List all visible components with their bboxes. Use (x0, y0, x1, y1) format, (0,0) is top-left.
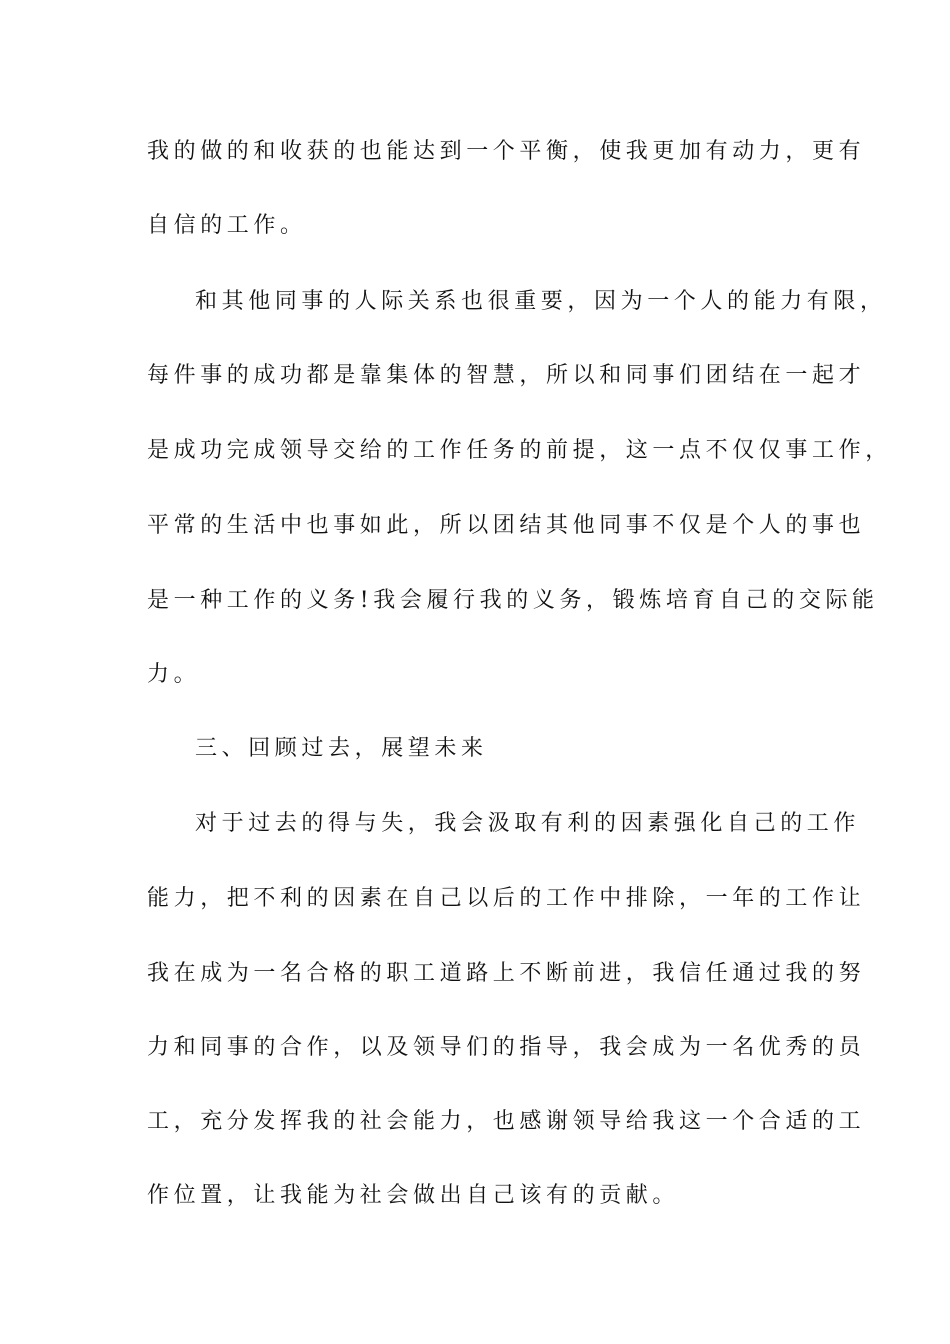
paragraph-line: 自信的工作。 (147, 213, 307, 238)
paragraph-line: 工，充分发挥我的社会能力，也感谢领导给我这一个合适的工 (147, 1109, 866, 1134)
section-heading: 三、回顾过去，展望未来 (195, 736, 488, 761)
paragraph-line: 我在成为一名合格的职工道路上不断前进，我信任通过我的努 (147, 961, 866, 986)
paragraph-line: 能力，把不利的因素在自己以后的工作中排除，一年的工作让 (147, 886, 866, 911)
paragraph-line: 每件事的成功都是靠集体的智慧，所以和同事们团结在一起才 (147, 363, 866, 388)
paragraph-line: 力和同事的合作，以及领导们的指导，我会成为一名优秀的员 (147, 1035, 866, 1060)
paragraph-line: 和其他同事的人际关系也很重要，因为一个人的能力有限， (195, 289, 887, 314)
paragraph-line: 是成功完成领导交给的工作任务的前提，这一点不仅仅事工作， (147, 438, 892, 463)
paragraph-line: 我的做的和收获的也能达到一个平衡，使我更加有动力，更有 (147, 139, 866, 164)
paragraph-line: 是一种工作的义务!我会履行我的义务，锻炼培育自己的交际能 (147, 588, 879, 613)
paragraph-line: 对于过去的得与失，我会汲取有利的因素强化自己的工作 (195, 811, 861, 836)
paragraph-line: 作位置，让我能为社会做出自己该有的贡献。 (147, 1183, 680, 1208)
paragraph-line: 力。 (147, 662, 201, 687)
paragraph-line: 平常的生活中也事如此，所以团结其他同事不仅是个人的事也 (147, 513, 866, 538)
